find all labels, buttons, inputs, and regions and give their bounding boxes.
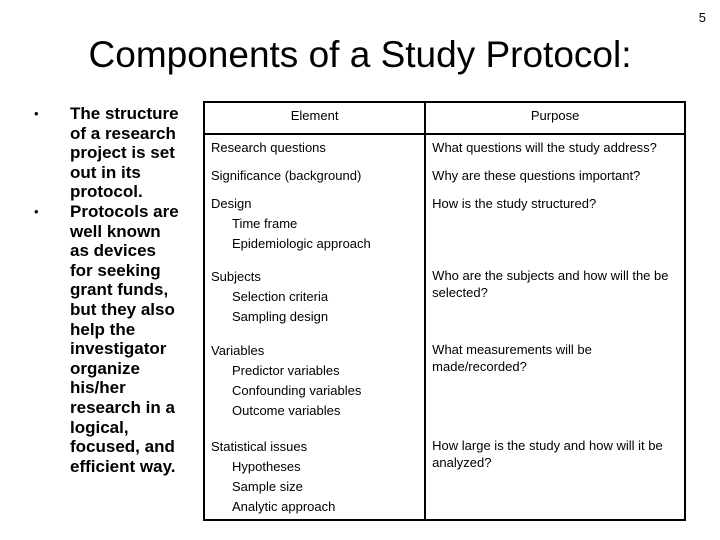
bullet-item [34,104,182,202]
element-label: Design [211,196,252,211]
table-row [204,163,685,191]
element-subitem: Predictor variables [232,363,340,378]
table-row [204,264,685,338]
element-cell [204,264,425,338]
element-label: Variables [211,343,265,358]
table-row [204,134,685,163]
purpose-text: Who are the subjects and how will the be selected? [432,268,669,300]
table-row [204,191,685,264]
purpose-text: What measurements will be made/recorded? [432,342,592,374]
purpose-cell [425,191,685,264]
table-row [204,434,685,520]
purpose-cell [425,264,685,338]
bullet-list [34,104,182,476]
element-subitem: Outcome variables [232,403,341,418]
element-cell [204,434,425,520]
element-subitem: Selection criteria [232,289,329,304]
slide-title: Components of a Study Protocol: [88,34,632,75]
element-cell [204,134,425,163]
purpose-cell [425,338,685,434]
element-subitem: Analytic approach [232,499,336,514]
bullet-dot-icon: • [34,106,39,121]
element-cell [204,191,425,264]
element-cell [204,163,425,191]
element-cell [204,338,425,434]
element-subitem: Hypotheses [232,459,301,474]
element-subitem: Sampling design [232,309,329,324]
bullet-dot-icon: • [34,203,39,219]
purpose-cell [425,134,685,163]
table-header-row [204,102,685,134]
protocol-table [203,101,686,521]
element-subitem: Epidemiologic approach [232,236,371,251]
element-subitem: Sample size [232,479,303,494]
page-number: 5 [698,10,706,25]
table-row [204,338,685,434]
purpose-text: Why are these questions important? [432,168,641,183]
element-label: Research questions [211,140,326,155]
bullet-text: Protocols are well known as devices for seeking grant funds, but they also help the investigator organize his/her research in a logical, focused, and efficient way. [70,201,179,476]
bullet-text: The structure of a research project is set out in its protocol. [70,104,179,202]
header-element: Element [204,102,425,134]
purpose-text: What questions will the study address? [432,140,657,155]
element-subitem: Time frame [232,216,298,231]
purpose-cell [425,434,685,520]
purpose-cell [425,163,685,191]
purpose-text: How is the study structured? [432,196,597,211]
element-label: Subjects [211,269,261,284]
header-purpose: Purpose [425,102,685,134]
element-label: Statistical issues [211,439,308,454]
element-subitem: Confounding variables [232,383,362,398]
element-label: Significance (background) [211,168,362,183]
purpose-text: How large is the study and how will it be analyzed? [432,438,663,470]
bullet-item [34,202,182,476]
